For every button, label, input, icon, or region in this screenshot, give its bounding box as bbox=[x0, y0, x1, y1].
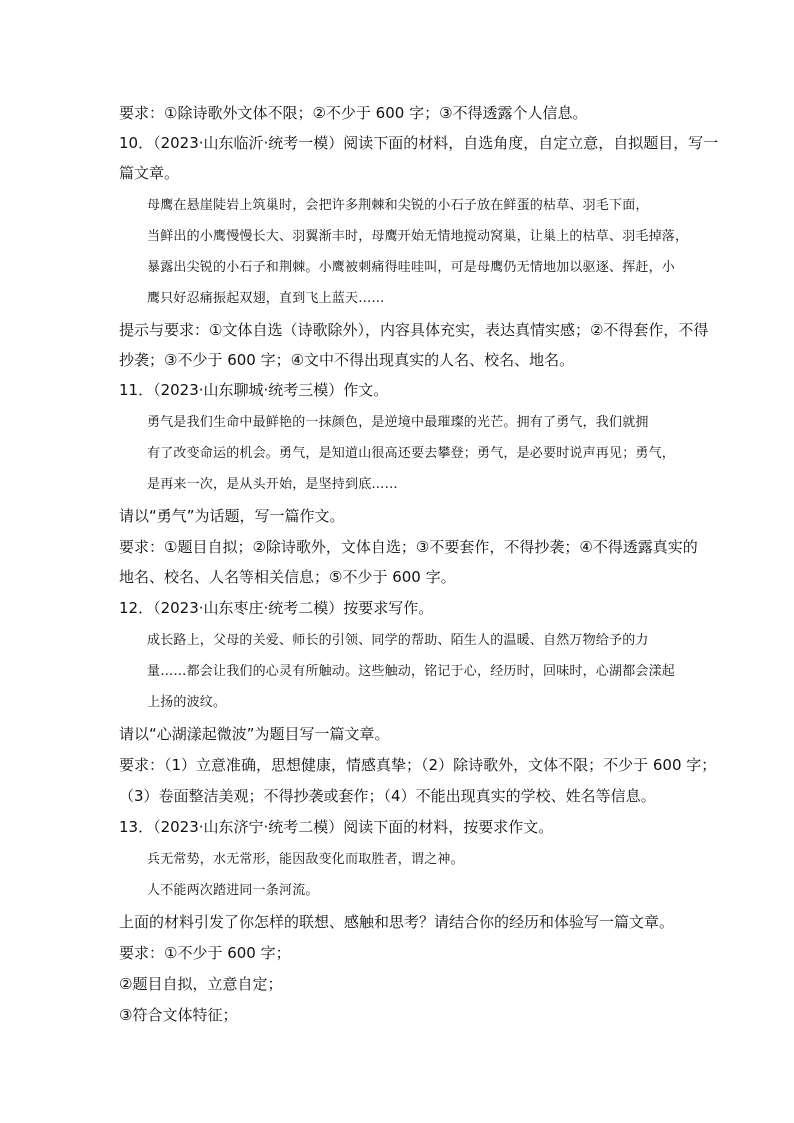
requirement-13-line-3: ③符合文体特征； bbox=[119, 1006, 238, 1024]
question-13-prompt: 13．（2023·山东济宁·统考二模）阅读下面的材料，按要求作文。 bbox=[119, 818, 554, 836]
question-11-topic: 请以“勇气”为话题，写一篇作文。 bbox=[119, 507, 345, 525]
requirement-line: 要求：①除诗歌外文体不限；②不少于 600 字；③不得透露个人信息。 bbox=[119, 104, 588, 122]
question-13-instruction: 上面的材料引发了你怎样的联想、感触和思考？请结合你的经历和体验写一篇文章。 bbox=[119, 913, 675, 931]
requirement-11-line-1: 要求：①题目自拟；②除诗歌外，文体自选；③不要套作，不得抄袭；④不得透露真实的 bbox=[119, 538, 698, 556]
requirement-10-line-2: 抄袭；③不少于 600 字；④文中不得出现真实的人名、校名、地名。 bbox=[119, 351, 575, 369]
question-12-prompt: 12．（2023·山东枣庄·统考二模）按要求写作。 bbox=[119, 599, 434, 617]
material-10-line-2: 当鲜出的小鹰慢慢长大、羽翼渐丰时，母鹰开始无情地搅动窝巢，让巢上的枯草、羽毛掉落， bbox=[147, 229, 689, 244]
question-12-topic: 请以“心湖漾起微波”为题目写一篇文章。 bbox=[119, 725, 390, 743]
question-11-prompt: 11．（2023·山东聊城·统考三模）作文。 bbox=[119, 381, 389, 399]
material-10-line-3: 暴露出尖锐的小石子和荆棘。小鹰被刺痛得哇哇叫，可是母鹰仍无情地加以驱逐、挥赶，小 bbox=[147, 260, 676, 275]
requirement-13-line-1: 要求：①不少于 600 字； bbox=[119, 944, 291, 962]
material-12-line-2: 量……都会让我们的心灵有所触动。这些触动，铭记于心，经历时，回味时，心湖都会漾起 bbox=[147, 664, 676, 679]
material-12-line-1: 成长路上，父母的关爱、师长的引领、同学的帮助、陌生人的温暖、自然万物给予的力 bbox=[147, 633, 649, 648]
material-10-line-4: 鹰只好忍痛振起双翅，直到飞上蓝天…… bbox=[147, 291, 385, 306]
requirement-13-line-2: ②题目自拟，立意自定； bbox=[119, 975, 283, 993]
material-11-line-3: 是再来一次，是从头开始，是坚持到底…… bbox=[147, 477, 398, 492]
material-13-line-2: 人不能两次踏进同一条河流。 bbox=[147, 883, 319, 898]
requirement-10-line-1: 提示与要求：①文体自选（诗歌除外），内容具体充实，表达真情实感；②不得套作，不得 bbox=[119, 321, 709, 339]
material-13-line-1: 兵无常势，水无常形，能因敌变化而取胜者，谓之神。 bbox=[147, 852, 464, 867]
question-10-prompt: 10．（2023·山东临沂·统考一模）阅读下面的材料，自选角度，自定立意，自拟题目，写一 bbox=[119, 134, 719, 152]
material-10-line-1: 母鹰在悬崖陡岩上筑巢时，会把许多荆棘和尖锐的小石子放在鲜蛋的枯草、羽毛下面， bbox=[147, 198, 649, 213]
requirement-12-line-2: （3）卷面整洁美观；不得抄袭或套作；（4）不能出现真实的学校、姓名等信息。 bbox=[119, 787, 656, 805]
question-10-prompt-cont: 篇文章。 bbox=[119, 164, 180, 182]
requirement-12-line-1: 要求：（1）立意准确，思想健康，情感真挚；（2）除诗歌外，文体不限；不少于 600 字； bbox=[119, 756, 717, 774]
material-11-line-2: 有了改变命运的机会。勇气，是知道山很高还要去攀登；勇气，是必要时说声再见；勇气， bbox=[147, 446, 676, 461]
material-11-line-1: 勇气是我们生命中最鲜艳的一抹颜色，是逆境中最璀璨的光芒。拥有了勇气，我们就拥 bbox=[147, 415, 649, 430]
requirement-11-line-2: 地名、校名、人名等相关信息；⑤不少于 600 字。 bbox=[119, 568, 456, 586]
material-12-line-3: 上扬的波纹。 bbox=[147, 695, 227, 710]
